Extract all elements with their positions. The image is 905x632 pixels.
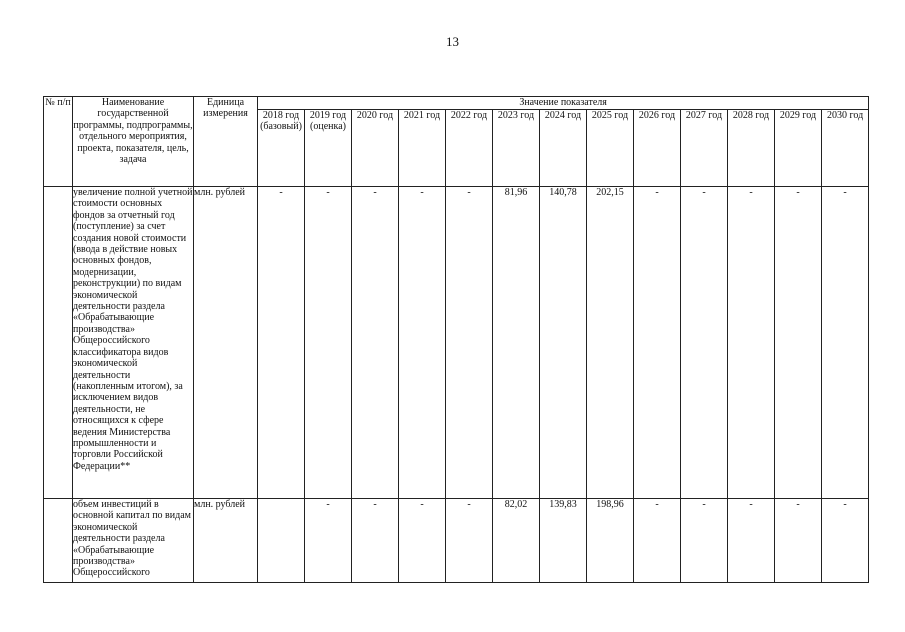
header-year: 2022 год xyxy=(446,110,493,187)
row-value: - xyxy=(352,187,399,499)
header-year: 2028 год xyxy=(728,110,775,187)
row-value: - xyxy=(634,187,681,499)
row-value: - xyxy=(681,499,728,583)
row-value: - xyxy=(728,187,775,499)
page-number: 13 xyxy=(446,34,459,49)
row-value: - xyxy=(305,187,352,499)
row-value: 198,96 xyxy=(587,499,634,583)
header-year: 2024 год xyxy=(540,110,587,187)
header-value-group: Значение показателя xyxy=(258,97,869,110)
row-value: - xyxy=(822,499,869,583)
header-year: 2018 год (базовый) xyxy=(258,110,305,187)
row-value: - xyxy=(399,187,446,499)
row-value: - xyxy=(446,187,493,499)
header-unit: Единица измерения xyxy=(194,97,258,187)
row-value: - xyxy=(775,187,822,499)
row-unit: млн. рублей xyxy=(194,187,258,499)
row-value xyxy=(258,499,305,583)
row-name: увеличение полной учетной стоимости основных фондов за отчетный год (поступление) за счет создания новой стоимости (ввода в действие новых основных фондов, модернизации, реконструкции) по видам экономической деятельности раздела «Обрабатывающие производства» Общероссийского классификатора видов экономической деятельности (накопленным итогом), за исключением видов деятельности, не относящихся к сфере ведения Министерства промышленности и торговли Российской Федерации** xyxy=(73,187,194,499)
table-row xyxy=(44,499,869,583)
row-value: - xyxy=(822,187,869,499)
row-unit: млн. рублей xyxy=(194,499,258,583)
row-value: 82,02 xyxy=(493,499,540,583)
header-num: № п/п xyxy=(44,97,73,187)
row-value: 81,96 xyxy=(493,187,540,499)
row-value: - xyxy=(399,499,446,583)
row-value: - xyxy=(728,499,775,583)
indicators-table xyxy=(43,96,869,583)
header-year: 2019 год (оценка) xyxy=(305,110,352,187)
table-row xyxy=(44,187,869,499)
header-year: 2029 год xyxy=(775,110,822,187)
header-year: 2027 год xyxy=(681,110,728,187)
row-name: объем инвестиций в основной капитал по видам экономической деятельности раздела «Обрабатывающие производства» Общероссийского xyxy=(73,499,194,583)
row-value: - xyxy=(446,499,493,583)
row-value: - xyxy=(681,187,728,499)
header-year: 2026 год xyxy=(634,110,681,187)
row-value: - xyxy=(305,499,352,583)
header-year: 2020 год xyxy=(352,110,399,187)
row-value: 202,15 xyxy=(587,187,634,499)
header-name: Наименование государственной программы, подпрограммы, отдельного мероприятия, проекта, показателя, цель, задача xyxy=(73,97,194,187)
row-value: - xyxy=(258,187,305,499)
header-year: 2030 год xyxy=(822,110,869,187)
header-year: 2021 год xyxy=(399,110,446,187)
row-value: - xyxy=(352,499,399,583)
row-value: - xyxy=(775,499,822,583)
row-value: 139,83 xyxy=(540,499,587,583)
row-value: - xyxy=(634,499,681,583)
header-year: 2023 год xyxy=(493,110,540,187)
row-num xyxy=(44,499,73,583)
row-value: 140,78 xyxy=(540,187,587,499)
row-num xyxy=(44,187,73,499)
header-year: 2025 год xyxy=(587,110,634,187)
